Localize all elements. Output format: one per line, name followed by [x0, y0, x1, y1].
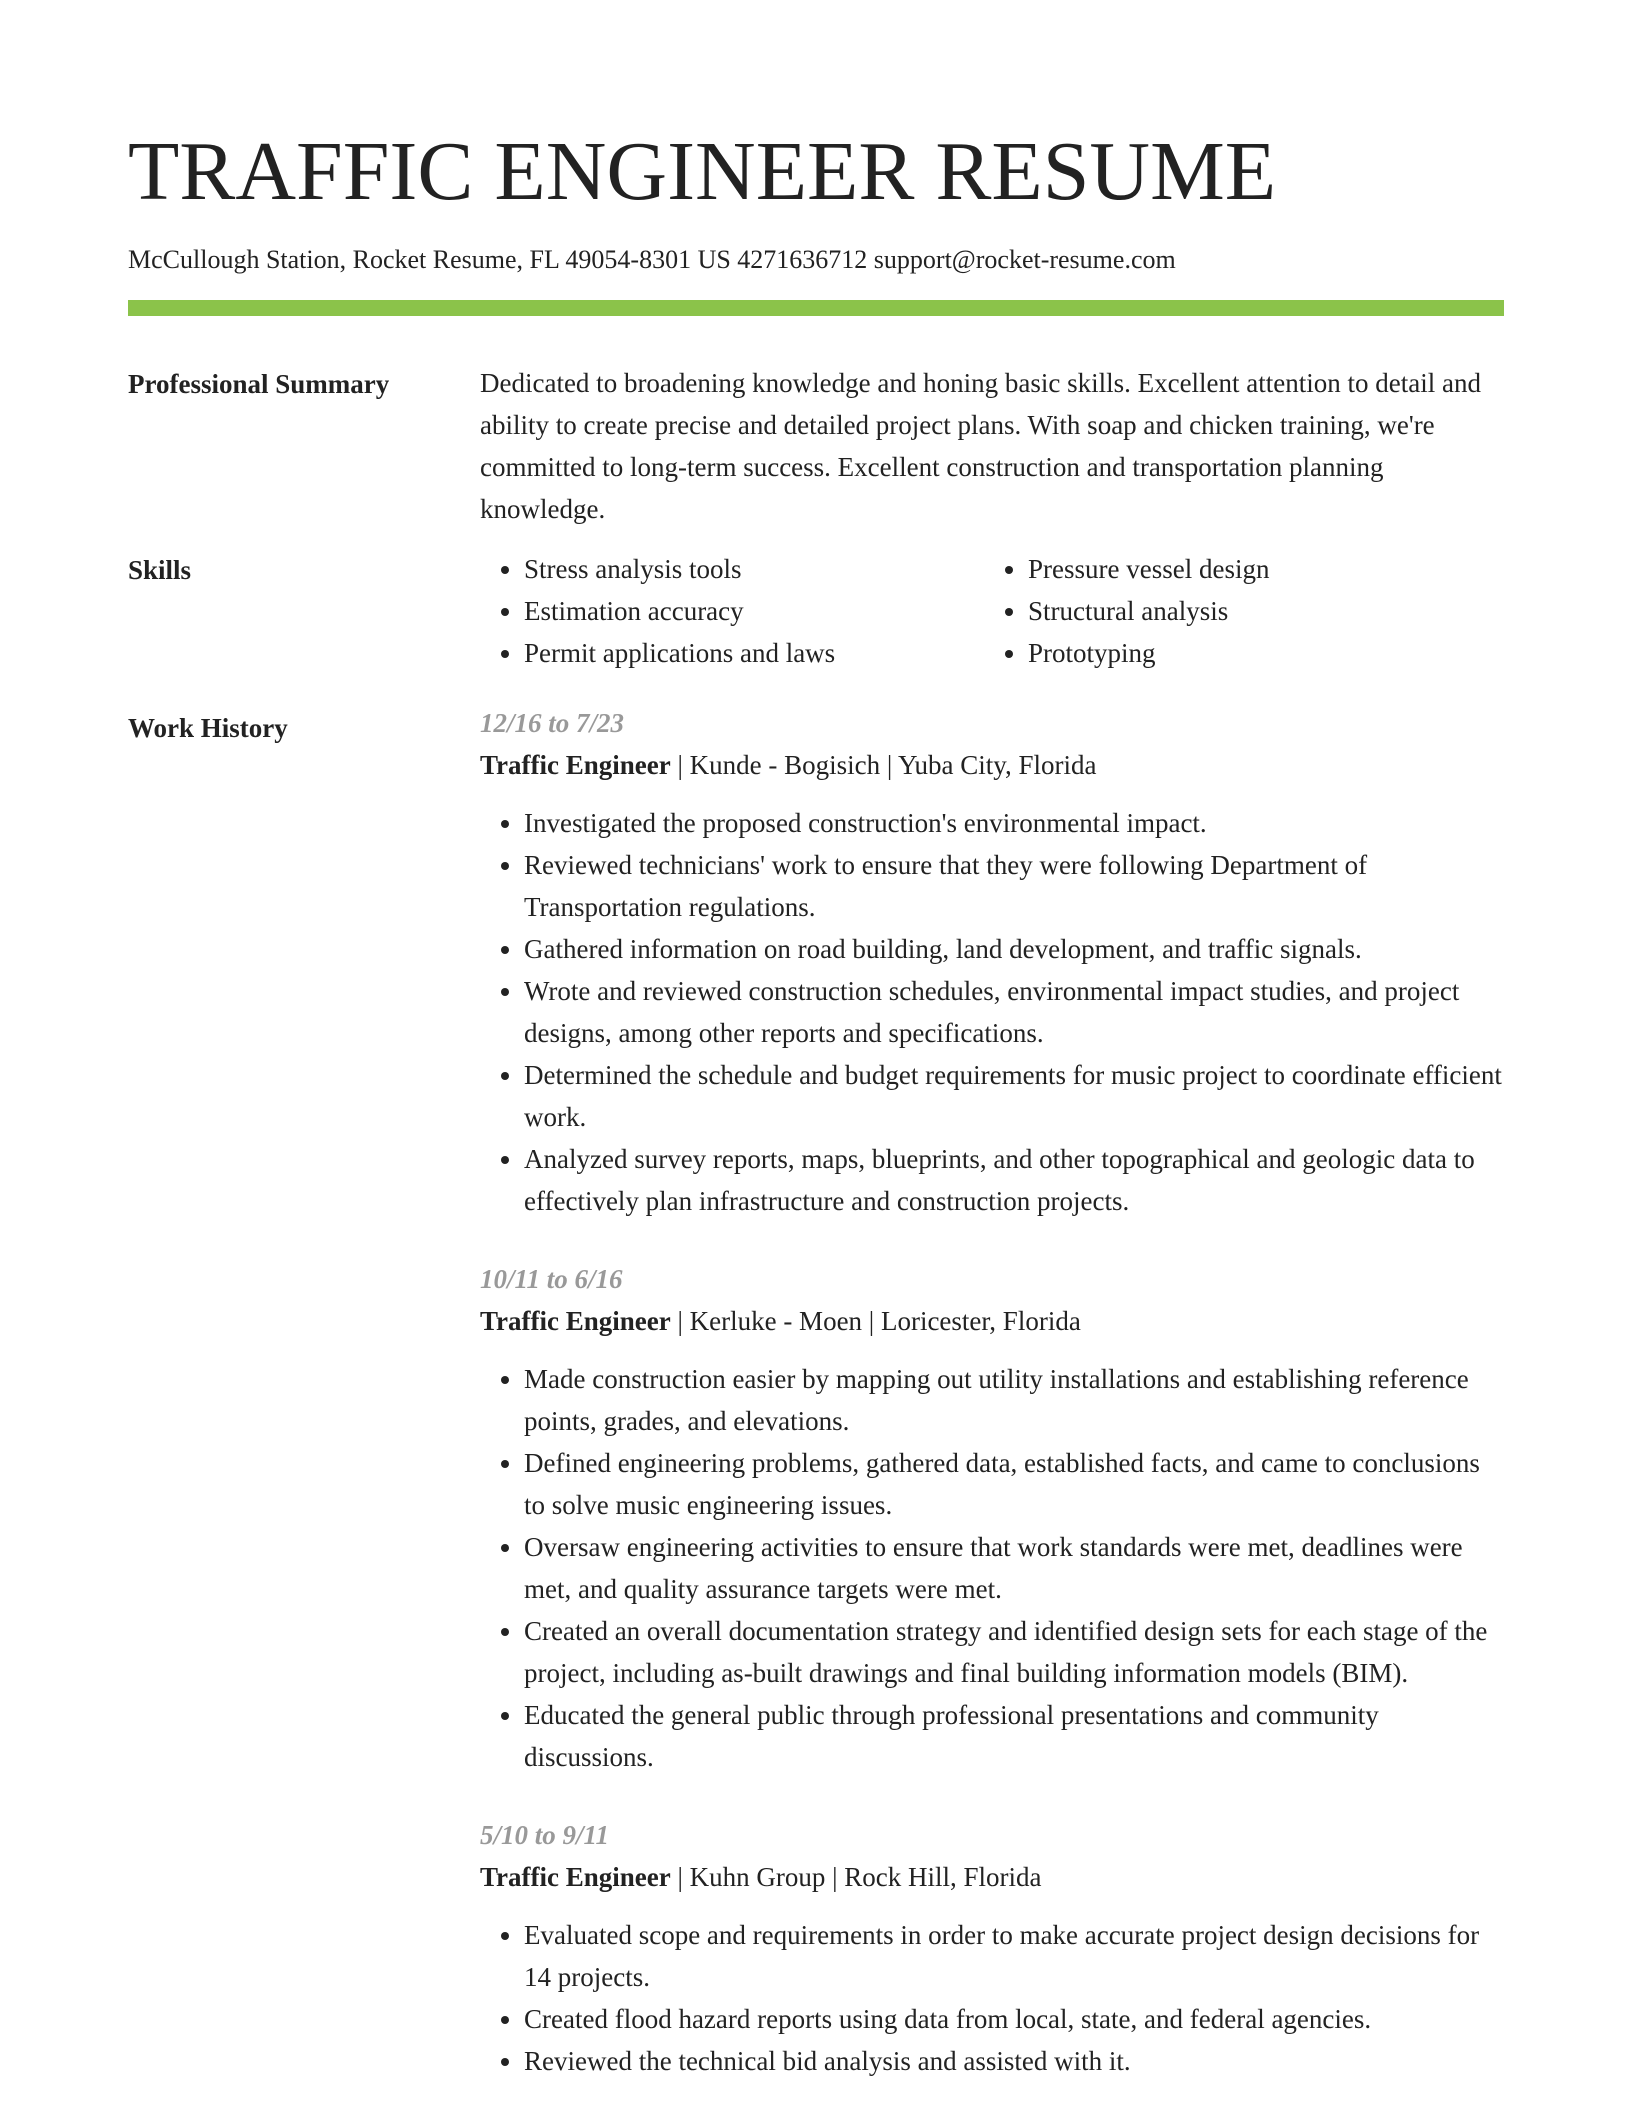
resume-page	[128, 0, 1504, 2122]
skill-item: • Prototyping	[1028, 632, 1488, 674]
job-bullet: • Reviewed technicians' work to ensure that they were following Department of Transportation regulations.	[524, 844, 1504, 928]
header-divider	[128, 300, 1504, 316]
job-bullets	[480, 1914, 1504, 2082]
job-title: Traffic Engineer	[480, 1306, 671, 1336]
job-title: Traffic Engineer	[480, 1862, 671, 1892]
skill-item: • Pressure vessel design	[1028, 548, 1488, 590]
resume-title: TRAFFIC ENGINEER RESUME	[128, 125, 1277, 218]
job-bullet: • Made construction easier by mapping out utility installations and establishing reference points, grades, and elevations.	[524, 1358, 1504, 1442]
work-history-label: Work History	[128, 713, 288, 743]
job-bullet: • Determined the schedule and budget requirements for music project to coordinate efficient work.	[524, 1054, 1504, 1138]
skill-item: • Stress analysis tools	[524, 548, 984, 590]
skill-item: • Estimation accuracy	[524, 590, 984, 632]
job-dates: 5/10 to 9/11	[480, 1820, 610, 1850]
job-bullet: • Investigated the proposed construction's environmental impact.	[524, 802, 1504, 844]
skill-item: • Structural analysis	[1028, 590, 1488, 632]
job-details: | Kuhn Group | Rock Hill, Florida	[670, 1862, 1042, 1892]
skills-list-left	[480, 548, 984, 674]
job-bullet: • Evaluated scope and requirements in order to make accurate project design decisions for 14 projects.	[524, 1914, 1504, 1998]
summary-section	[128, 366, 1504, 530]
job-details: | Kerluke - Moen | Loricester, Florida	[670, 1306, 1081, 1336]
contact-line: McCullough Station, Rocket Resume, FL 49054-8301 US 4271636712 support@rocket-resume.com	[128, 245, 1176, 274]
job-bullet: • Created flood hazard reports using data from local, state, and federal agencies.	[524, 1998, 1504, 2040]
job-heading	[480, 744, 1504, 786]
job-bullet: • Defined engineering problems, gathered data, established facts, and came to conclusions to solve music engineering issues.	[524, 1442, 1504, 1526]
job-dates: 12/16 to 7/23	[480, 708, 625, 738]
job-title: Traffic Engineer	[480, 750, 671, 780]
skills-label: Skills	[128, 555, 192, 585]
job-heading	[480, 1856, 1504, 1898]
work-history-section	[128, 702, 1504, 2122]
job-entry	[480, 1814, 1504, 2082]
job-bullet: • Oversaw engineering activities to ensure that work standards were met, deadlines were met, and quality assurance targets were met.	[524, 1526, 1504, 1610]
job-bullet: • Reviewed the technical bid analysis and assisted with it.	[524, 2040, 1504, 2082]
job-bullet: • Gathered information on road building, land development, and traffic signals.	[524, 928, 1504, 970]
job-entry	[480, 1258, 1504, 1778]
job-bullet: • Wrote and reviewed construction schedules, environmental impact studies, and project designs, among other reports and specifications.	[524, 970, 1504, 1054]
job-heading	[480, 1300, 1504, 1342]
job-bullet: • Educated the general public through professional presentations and community discussions.	[524, 1694, 1504, 1778]
job-entry	[480, 702, 1504, 1222]
job-dates: 10/11 to 6/16	[480, 1264, 623, 1294]
skills-list-right	[984, 548, 1488, 674]
skill-item: • Permit applications and laws	[524, 632, 984, 674]
job-bullets	[480, 802, 1504, 1222]
summary-label: Professional Summary	[128, 369, 390, 399]
skills-section	[128, 544, 1504, 674]
job-bullet: • Analyzed survey reports, maps, blueprints, and other topographical and geologic data to effectively plan infrastructure and construction projects.	[524, 1138, 1504, 1222]
job-bullet: • Created an overall documentation strategy and identified design sets for each stage of the project, including as-built drawings and final building information models (BIM).	[524, 1610, 1504, 1694]
job-details: | Kunde - Bogisich | Yuba City, Florida	[670, 750, 1097, 780]
job-bullets	[480, 1358, 1504, 1778]
summary-text: Dedicated to broadening knowledge and honing basic skills. Excellent attention to detail and ability to create precise and detailed project plans. With soap and chicken training, we're committed to long-term success. Excellent construction and transportation planning knowledge.	[480, 368, 1481, 524]
